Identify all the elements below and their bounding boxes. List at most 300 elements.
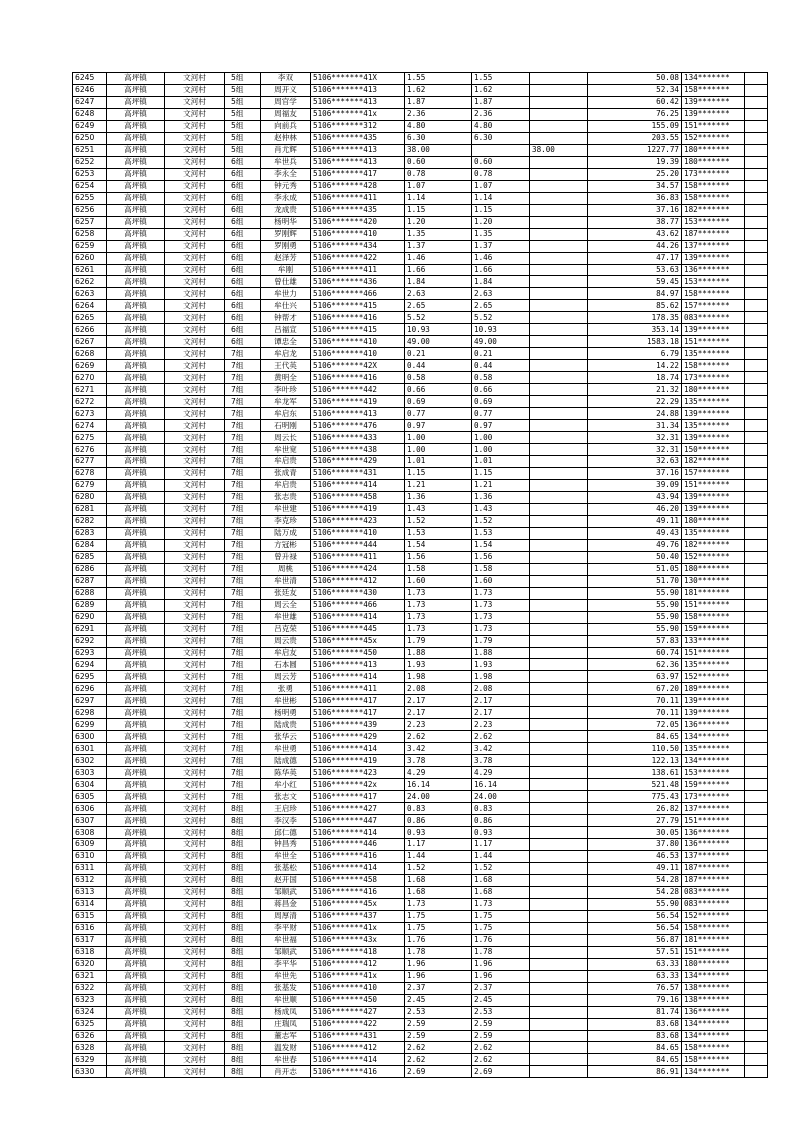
- amount-b-cell: 5.52: [472, 312, 530, 324]
- village-cell: 文河村: [165, 827, 225, 839]
- amount-a-cell: 1.35: [405, 228, 472, 240]
- amount-b-cell: 0.83: [472, 803, 530, 815]
- subsidy-cell: 76.25: [588, 108, 682, 120]
- extra-cell: [745, 767, 768, 779]
- amount-c-cell: [530, 479, 588, 491]
- extra-cell: [745, 994, 768, 1006]
- id-number-cell: 5106*******423: [311, 515, 405, 527]
- amount-c-cell: [530, 384, 588, 396]
- town-cell: 高坪镇: [107, 132, 165, 144]
- name-cell: 牟小红: [261, 779, 311, 791]
- town-cell: 高坪镇: [107, 1054, 165, 1066]
- group-cell: 7组: [225, 491, 261, 503]
- row-number: 6262: [73, 276, 107, 288]
- town-cell: 高坪镇: [107, 1030, 165, 1042]
- town-cell: 高坪镇: [107, 467, 165, 479]
- amount-b-cell: 0.21: [472, 348, 530, 360]
- subsidy-cell: 49.11: [588, 515, 682, 527]
- amount-b-cell: 1.07: [472, 180, 530, 192]
- table-row: [73, 850, 768, 862]
- amount-b-cell: 0.77: [472, 408, 530, 420]
- amount-b-cell: 1.93: [472, 659, 530, 671]
- table-row: [73, 456, 768, 468]
- row-number: 6315: [73, 910, 107, 922]
- name-cell: 牟世清: [261, 575, 311, 587]
- table-row: [73, 168, 768, 180]
- group-cell: 6组: [225, 288, 261, 300]
- name-cell: 陈华英: [261, 767, 311, 779]
- phone-cell: 139*******: [682, 408, 745, 420]
- group-cell: 8组: [225, 827, 261, 839]
- town-cell: 高坪镇: [107, 994, 165, 1006]
- village-cell: 文河村: [165, 587, 225, 599]
- village-cell: 文河村: [165, 1030, 225, 1042]
- row-number: 6254: [73, 180, 107, 192]
- row-number: 6266: [73, 324, 107, 336]
- amount-c-cell: [530, 779, 588, 791]
- table-row: [73, 120, 768, 132]
- table-row: [73, 408, 768, 420]
- row-number: 6285: [73, 551, 107, 563]
- table-row: [73, 539, 768, 551]
- extra-cell: [745, 970, 768, 982]
- phone-cell: 180*******: [682, 515, 745, 527]
- village-cell: 文河村: [165, 228, 225, 240]
- group-cell: 7组: [225, 623, 261, 635]
- amount-b-cell: 1.20: [472, 216, 530, 228]
- group-cell: 8组: [225, 934, 261, 946]
- group-cell: 8组: [225, 910, 261, 922]
- town-cell: 高坪镇: [107, 336, 165, 348]
- amount-c-cell: [530, 874, 588, 886]
- phone-cell: 180*******: [682, 384, 745, 396]
- group-cell: 6组: [225, 168, 261, 180]
- amount-a-cell: 3.42: [405, 743, 472, 755]
- table-row: [73, 874, 768, 886]
- amount-b-cell: 1.87: [472, 96, 530, 108]
- row-number: 6271: [73, 384, 107, 396]
- phone-cell: 135*******: [682, 527, 745, 539]
- group-cell: 6组: [225, 156, 261, 168]
- phone-cell: 151*******: [682, 120, 745, 132]
- subsidy-cell: 85.62: [588, 300, 682, 312]
- amount-a-cell: 6.30: [405, 132, 472, 144]
- phone-cell: 136*******: [682, 1006, 745, 1018]
- phone-cell: 182*******: [682, 204, 745, 216]
- name-cell: 牟刚: [261, 264, 311, 276]
- town-cell: 高坪镇: [107, 922, 165, 934]
- village-cell: 文河村: [165, 898, 225, 910]
- table-row: [73, 743, 768, 755]
- group-cell: 7组: [225, 791, 261, 803]
- phone-cell: 139*******: [682, 432, 745, 444]
- phone-cell: 152*******: [682, 551, 745, 563]
- phone-cell: 173*******: [682, 372, 745, 384]
- amount-a-cell: 1.73: [405, 898, 472, 910]
- subsidy-cell: 84.97: [588, 288, 682, 300]
- amount-c-cell: [530, 563, 588, 575]
- phone-cell: 173*******: [682, 168, 745, 180]
- name-cell: 石本圆: [261, 659, 311, 671]
- group-cell: 7组: [225, 659, 261, 671]
- village-cell: 文河村: [165, 503, 225, 515]
- subsidy-cell: 32.63: [588, 456, 682, 468]
- extra-cell: [745, 850, 768, 862]
- subsidy-cell: 57.83: [588, 635, 682, 647]
- village-cell: 文河村: [165, 635, 225, 647]
- amount-c-cell: [530, 180, 588, 192]
- subsidy-cell: 57.51: [588, 946, 682, 958]
- village-cell: 文河村: [165, 886, 225, 898]
- group-cell: 8组: [225, 850, 261, 862]
- town-cell: 高坪镇: [107, 707, 165, 719]
- subsidy-cell: 155.09: [588, 120, 682, 132]
- name-cell: 牟世福: [261, 934, 311, 946]
- town-cell: 高坪镇: [107, 168, 165, 180]
- subsidy-cell: 56.54: [588, 910, 682, 922]
- row-number: 6320: [73, 958, 107, 970]
- amount-b-cell: 2.17: [472, 695, 530, 707]
- id-number-cell: 5106*******458: [311, 491, 405, 503]
- group-cell: 7组: [225, 396, 261, 408]
- amount-b-cell: 1.73: [472, 599, 530, 611]
- amount-b-cell: 1.53: [472, 527, 530, 539]
- table-row: [73, 587, 768, 599]
- id-number-cell: 5106*******431: [311, 1030, 405, 1042]
- group-cell: 8组: [225, 815, 261, 827]
- town-cell: 高坪镇: [107, 479, 165, 491]
- id-number-cell: 5106*******466: [311, 288, 405, 300]
- row-number: 6293: [73, 647, 107, 659]
- amount-b-cell: 0.86: [472, 815, 530, 827]
- extra-cell: [745, 491, 768, 503]
- amount-c-cell: [530, 958, 588, 970]
- subsidy-cell: 46.20: [588, 503, 682, 515]
- phone-cell: 180*******: [682, 563, 745, 575]
- town-cell: 高坪镇: [107, 934, 165, 946]
- phone-cell: 158*******: [682, 192, 745, 204]
- table-row: [73, 599, 768, 611]
- subsidy-cell: 521.48: [588, 779, 682, 791]
- amount-c-cell: [530, 791, 588, 803]
- amount-a-cell: 0.97: [405, 420, 472, 432]
- extra-cell: [745, 348, 768, 360]
- group-cell: 7组: [225, 420, 261, 432]
- group-cell: 7组: [225, 707, 261, 719]
- table-row: [73, 898, 768, 910]
- subsidy-cell: 18.74: [588, 372, 682, 384]
- group-cell: 8组: [225, 839, 261, 851]
- group-cell: 8组: [225, 994, 261, 1006]
- table-row: [73, 1030, 768, 1042]
- extra-cell: [745, 539, 768, 551]
- group-cell: 7组: [225, 563, 261, 575]
- amount-b-cell: 1.78: [472, 946, 530, 958]
- extra-cell: [745, 683, 768, 695]
- extra-cell: [745, 886, 768, 898]
- id-number-cell: 5106*******410: [311, 348, 405, 360]
- row-number: 6258: [73, 228, 107, 240]
- extra-cell: [745, 515, 768, 527]
- name-cell: 赵仲林: [261, 132, 311, 144]
- subsidy-cell: 37.16: [588, 467, 682, 479]
- table-row: [73, 288, 768, 300]
- name-cell: 周开义: [261, 84, 311, 96]
- amount-c-cell: [530, 1066, 588, 1078]
- row-number: 6288: [73, 587, 107, 599]
- subsidy-cell: 49.76: [588, 539, 682, 551]
- village-cell: 文河村: [165, 850, 225, 862]
- amount-a-cell: 1.37: [405, 240, 472, 252]
- extra-cell: [745, 839, 768, 851]
- group-cell: 7组: [225, 360, 261, 372]
- group-cell: 7组: [225, 384, 261, 396]
- town-cell: 高坪镇: [107, 228, 165, 240]
- extra-cell: [745, 168, 768, 180]
- row-number: 6286: [73, 563, 107, 575]
- row-number: 6272: [73, 396, 107, 408]
- village-cell: 文河村: [165, 599, 225, 611]
- town-cell: 高坪镇: [107, 767, 165, 779]
- group-cell: 7组: [225, 671, 261, 683]
- village-cell: 文河村: [165, 1042, 225, 1054]
- amount-b-cell: 0.78: [472, 168, 530, 180]
- name-cell: 王代英: [261, 360, 311, 372]
- town-cell: 高坪镇: [107, 779, 165, 791]
- amount-b-cell: 2.08: [472, 683, 530, 695]
- table-row: [73, 372, 768, 384]
- id-number-cell: 5106*******410: [311, 336, 405, 348]
- extra-cell: [745, 156, 768, 168]
- town-cell: 高坪镇: [107, 575, 165, 587]
- phone-cell: 158*******: [682, 360, 745, 372]
- phone-cell: 134*******: [682, 755, 745, 767]
- town-cell: 高坪镇: [107, 791, 165, 803]
- subsidy-cell: 55.90: [588, 611, 682, 623]
- extra-cell: [745, 240, 768, 252]
- extra-cell: [745, 384, 768, 396]
- town-cell: 高坪镇: [107, 719, 165, 731]
- table-row: [73, 515, 768, 527]
- village-cell: 文河村: [165, 204, 225, 216]
- name-cell: 牟启贵: [261, 456, 311, 468]
- group-cell: 6组: [225, 336, 261, 348]
- village-cell: 文河村: [165, 659, 225, 671]
- town-cell: 高坪镇: [107, 898, 165, 910]
- row-number: 6295: [73, 671, 107, 683]
- amount-c-cell: [530, 611, 588, 623]
- name-cell: 周官学: [261, 96, 311, 108]
- id-number-cell: 5106*******411: [311, 683, 405, 695]
- table-row: [73, 420, 768, 432]
- name-cell: 杨明华: [261, 216, 311, 228]
- amount-b-cell: 1.15: [472, 467, 530, 479]
- amount-a-cell: 16.14: [405, 779, 472, 791]
- subsidy-cell: 1227.77: [588, 144, 682, 156]
- town-cell: 高坪镇: [107, 683, 165, 695]
- group-cell: 8组: [225, 898, 261, 910]
- town-cell: 高坪镇: [107, 671, 165, 683]
- table-row: [73, 659, 768, 671]
- row-number: 6328: [73, 1042, 107, 1054]
- town-cell: 高坪镇: [107, 396, 165, 408]
- name-cell: 杨明勇: [261, 707, 311, 719]
- phone-cell: 187*******: [682, 862, 745, 874]
- extra-cell: [745, 731, 768, 743]
- row-number: 6301: [73, 743, 107, 755]
- amount-a-cell: 0.86: [405, 815, 472, 827]
- village-cell: 文河村: [165, 432, 225, 444]
- village-cell: 文河村: [165, 707, 225, 719]
- amount-b-cell: 2.59: [472, 1018, 530, 1030]
- village-cell: 文河村: [165, 192, 225, 204]
- amount-a-cell: 1.98: [405, 671, 472, 683]
- amount-a-cell: 2.23: [405, 719, 472, 731]
- id-number-cell: 5106*******411: [311, 264, 405, 276]
- village-cell: 文河村: [165, 420, 225, 432]
- subsidy-cell: 26.82: [588, 803, 682, 815]
- subsidy-cell: 21.32: [588, 384, 682, 396]
- name-cell: 谭忠全: [261, 336, 311, 348]
- amount-a-cell: 1.96: [405, 958, 472, 970]
- subsidy-cell: 353.14: [588, 324, 682, 336]
- row-number: 6321: [73, 970, 107, 982]
- amount-c-cell: [530, 312, 588, 324]
- group-cell: 8组: [225, 946, 261, 958]
- extra-cell: [745, 874, 768, 886]
- phone-cell: 158*******: [682, 1042, 745, 1054]
- row-number: 6250: [73, 132, 107, 144]
- phone-cell: 189*******: [682, 683, 745, 695]
- row-number: 6281: [73, 503, 107, 515]
- id-number-cell: 5106*******442: [311, 384, 405, 396]
- name-cell: 吕克荣: [261, 623, 311, 635]
- row-number: 6287: [73, 575, 107, 587]
- name-cell: 罗刚勇: [261, 240, 311, 252]
- phone-cell: 151*******: [682, 479, 745, 491]
- table-row: [73, 922, 768, 934]
- extra-cell: [745, 563, 768, 575]
- village-cell: 文河村: [165, 551, 225, 563]
- amount-b-cell: 2.62: [472, 1054, 530, 1066]
- id-number-cell: 5106*******413: [311, 659, 405, 671]
- group-cell: 8组: [225, 922, 261, 934]
- phone-cell: 139*******: [682, 695, 745, 707]
- amount-c-cell: [530, 671, 588, 683]
- group-cell: 8组: [225, 886, 261, 898]
- phone-cell: 135*******: [682, 743, 745, 755]
- table-row: [73, 719, 768, 731]
- subsidy-cell: 44.26: [588, 240, 682, 252]
- amount-a-cell: 1.44: [405, 850, 472, 862]
- extra-cell: [745, 264, 768, 276]
- group-cell: 7组: [225, 479, 261, 491]
- row-number: 6277: [73, 456, 107, 468]
- row-number: 6256: [73, 204, 107, 216]
- id-number-cell: 5106*******42X: [311, 360, 405, 372]
- id-number-cell: 5106*******410: [311, 228, 405, 240]
- amount-c-cell: [530, 360, 588, 372]
- table-row: [73, 563, 768, 575]
- village-cell: 文河村: [165, 467, 225, 479]
- name-cell: 陆成德: [261, 755, 311, 767]
- group-cell: 8组: [225, 1042, 261, 1054]
- town-cell: 高坪镇: [107, 348, 165, 360]
- town-cell: 高坪镇: [107, 623, 165, 635]
- amount-a-cell: 1.76: [405, 934, 472, 946]
- table-row: [73, 503, 768, 515]
- amount-a-cell: 1.14: [405, 192, 472, 204]
- table-row: [73, 635, 768, 647]
- extra-cell: [745, 432, 768, 444]
- table-row: [73, 707, 768, 719]
- subsidy-cell: 55.90: [588, 587, 682, 599]
- extra-cell: [745, 1042, 768, 1054]
- group-cell: 7组: [225, 503, 261, 515]
- name-cell: 牟世兵: [261, 156, 311, 168]
- name-cell: 牟启友: [261, 647, 311, 659]
- amount-b-cell: 2.65: [472, 300, 530, 312]
- village-cell: 文河村: [165, 372, 225, 384]
- extra-cell: [745, 396, 768, 408]
- group-cell: 7组: [225, 551, 261, 563]
- amount-b-cell: 1.43: [472, 503, 530, 515]
- extra-cell: [745, 1030, 768, 1042]
- phone-cell: 159*******: [682, 779, 745, 791]
- amount-a-cell: 1.96: [405, 970, 472, 982]
- town-cell: 高坪镇: [107, 384, 165, 396]
- id-number-cell: 5106*******429: [311, 731, 405, 743]
- amount-b-cell: 0.93: [472, 827, 530, 839]
- row-number: 6303: [73, 767, 107, 779]
- amount-c-cell: [530, 659, 588, 671]
- row-number: 6246: [73, 84, 107, 96]
- extra-cell: [745, 551, 768, 563]
- extra-cell: [745, 527, 768, 539]
- town-cell: 高坪镇: [107, 420, 165, 432]
- town-cell: 高坪镇: [107, 216, 165, 228]
- extra-cell: [745, 1018, 768, 1030]
- phone-cell: 151*******: [682, 647, 745, 659]
- amount-b-cell: 0.66: [472, 384, 530, 396]
- amount-c-cell: [530, 1030, 588, 1042]
- amount-a-cell: 1.68: [405, 874, 472, 886]
- subsidy-cell: 56.54: [588, 922, 682, 934]
- town-cell: 高坪镇: [107, 491, 165, 503]
- name-cell: 周厚清: [261, 910, 311, 922]
- town-cell: 高坪镇: [107, 1066, 165, 1078]
- amount-b-cell: 1.75: [472, 910, 530, 922]
- subsidy-cell: 60.42: [588, 96, 682, 108]
- amount-c-cell: [530, 982, 588, 994]
- amount-c-cell: [530, 898, 588, 910]
- id-number-cell: 5106*******422: [311, 1018, 405, 1030]
- extra-cell: [745, 144, 768, 156]
- table-row: [73, 216, 768, 228]
- id-number-cell: 5106*******410: [311, 527, 405, 539]
- phone-cell: 134*******: [682, 1066, 745, 1078]
- subsidy-cell: 46.53: [588, 850, 682, 862]
- extra-cell: [745, 1054, 768, 1066]
- village-cell: 文河村: [165, 491, 225, 503]
- amount-c-cell: [530, 934, 588, 946]
- table-row: [73, 970, 768, 982]
- table-row: [73, 96, 768, 108]
- amount-c-cell: [530, 408, 588, 420]
- subsidy-cell: 52.34: [588, 84, 682, 96]
- phone-cell: 187*******: [682, 874, 745, 886]
- extra-cell: [745, 958, 768, 970]
